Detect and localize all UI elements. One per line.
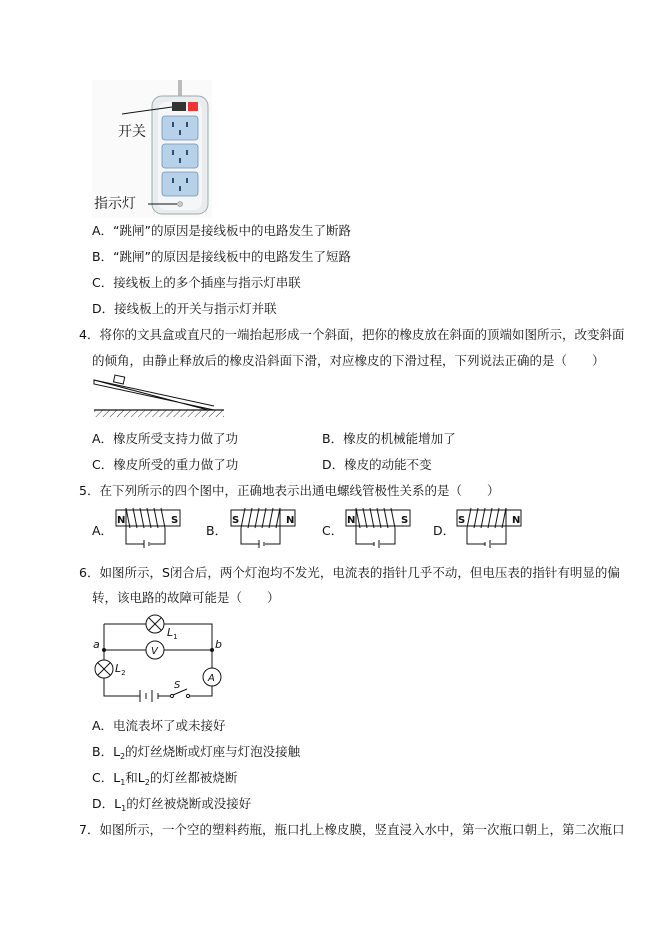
q6-stem-line2: 转，该电路的故障可能是（ ）	[92, 590, 280, 605]
q3-option-c: C．接线板上的多个插座与指示灯串联	[92, 275, 301, 290]
q4-stem-line1: 4．将你的文具盒或直尺的一端抬起形成一个斜面，把你的橡皮放在斜面的顶端如图所示，改变斜面	[79, 327, 625, 342]
node-a: a	[93, 638, 100, 651]
incline-figure	[94, 376, 224, 420]
solenoid-a-left-pole: N	[117, 515, 126, 526]
q6-stem-line1: 6．如图所示，S闭合后，两个灯泡均不发光，电流表的指针几乎不动，但电压表的指针有明显的偏	[79, 565, 620, 580]
q4-stem-line2: 的倾角，由静止释放后的橡皮沿斜面下滑，对应橡皮的下滑过程，下列说法正确的是（ ）	[92, 353, 605, 368]
switch-s-label: S	[174, 680, 181, 691]
solenoid-a	[112, 508, 184, 552]
solenoid-d-left-pole: S	[458, 515, 466, 526]
solenoid-c	[342, 508, 414, 552]
q6-option-c: C．$L_1$和$L_2$的灯丝都被烧断	[92, 770, 238, 787]
circuit-figure	[90, 612, 230, 710]
lamp-l2-label: $L_2$	[115, 662, 126, 677]
q3-option-a: A．“跳闸”的原因是接线板中的电路发生了断路	[92, 223, 352, 238]
q4-option-a: A．橡皮所受支持力做了功	[92, 431, 239, 446]
q5-option-a-letter: A．	[92, 523, 114, 538]
switch-label: 开关	[118, 124, 146, 140]
q3-option-b: B．“跳闸”的原因是接线板中的电路发生了短路	[92, 249, 352, 264]
q6-option-b: B．$L_2$的灯丝烧断或灯座与灯泡没接触	[92, 744, 301, 761]
q6-option-a: A．电流表坏了或未接好	[92, 718, 226, 733]
solenoid-a-right-pole: S	[171, 515, 179, 526]
lamp-l1-label: $L_1$	[167, 626, 178, 641]
q7-stem-line1: 7．如图所示，一个空的塑料药瓶，瓶口扎上橡皮膜，竖直浸入水中，第一次瓶口朝上，第二次瓶口	[79, 822, 625, 837]
solenoid-b-right-pole: N	[286, 515, 295, 526]
solenoid-b	[227, 508, 299, 552]
solenoid-d	[453, 508, 525, 552]
q5-option-d-letter: D．	[433, 523, 456, 538]
q4-option-b: B．橡皮的机械能增加了	[322, 431, 456, 446]
voltmeter-label: V	[151, 646, 158, 657]
q3-option-d: D．接线板上的开关与指示灯并联	[92, 301, 277, 316]
q4-option-d: D．橡皮的动能不变	[322, 457, 432, 472]
solenoid-c-right-pole: S	[401, 515, 409, 526]
solenoid-c-left-pole: N	[347, 515, 356, 526]
q5-option-b-letter: B．	[206, 523, 228, 538]
solenoid-b-left-pole: S	[232, 515, 240, 526]
q5-option-c-letter: C．	[322, 523, 344, 538]
q4-option-c: C．橡皮所受的重力做了功	[92, 457, 239, 472]
ammeter-label: A	[208, 673, 215, 684]
solenoid-d-right-pole: N	[512, 515, 521, 526]
q6-option-d: D．$L_1$的灯丝被烧断或没接好	[92, 796, 252, 813]
node-b: b	[215, 638, 222, 651]
q5-stem: 5．在下列所示的四个图中，正确地表示出通电螺线管极性关系的是（ ）	[79, 483, 500, 498]
power-strip-figure	[92, 80, 212, 218]
indicator-label: 指示灯	[94, 196, 136, 212]
